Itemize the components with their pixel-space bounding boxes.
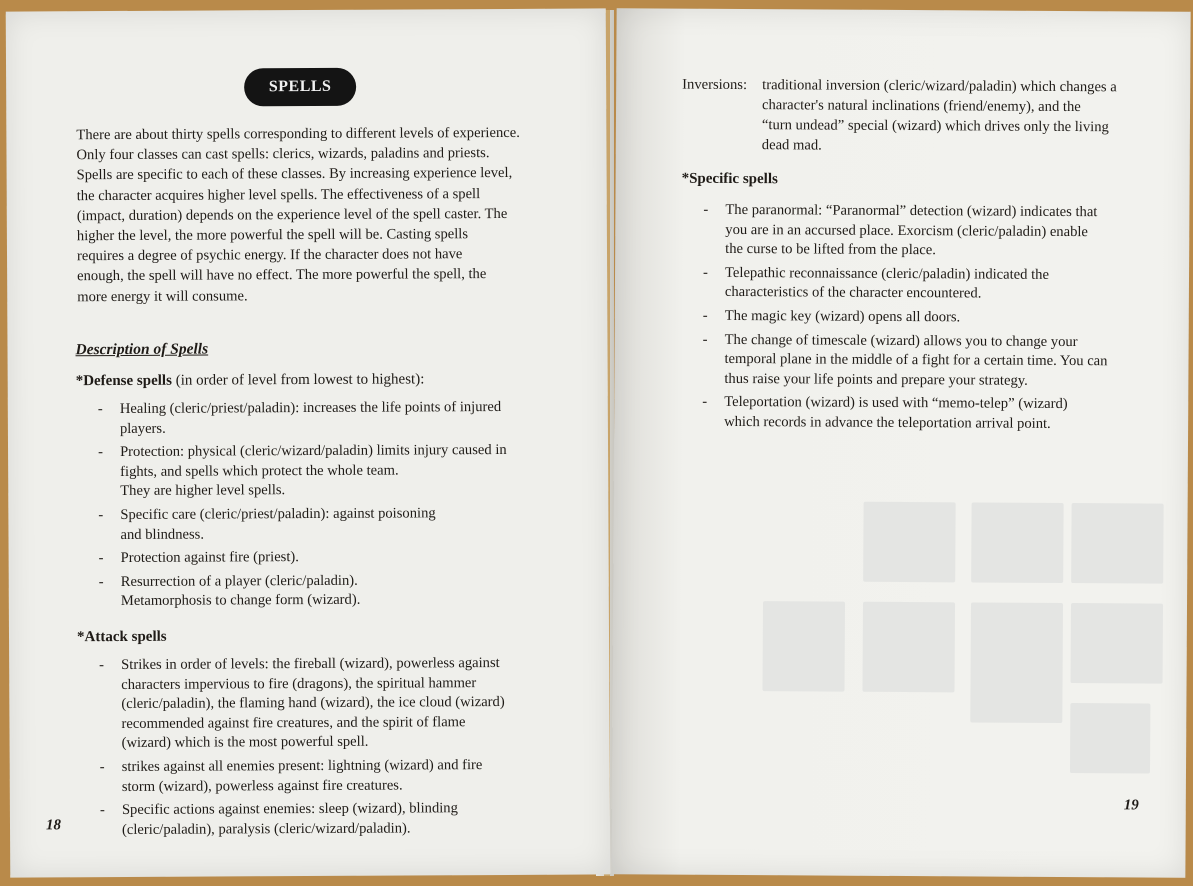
intro-paragraph (76, 123, 532, 307)
list-item (99, 571, 544, 613)
attack-spells-list (99, 654, 545, 845)
list-item-line: Protection: physical (cleric/wizard/paladin) limits injury caused in (120, 442, 507, 461)
bleed-through-image (1071, 603, 1163, 684)
intro-line: There are about thirty spells corresponding to different levels of experience. (76, 124, 520, 144)
list-item-line: Healing (cleric/priest/paladin): increases the life points of injured (119, 398, 502, 417)
defense-heading-rest: (in order of level from lowest to highest): (171, 371, 425, 389)
list-item-line: Metamorphosis to change form (wizard). (120, 592, 361, 610)
bullet-dash: - (702, 307, 708, 324)
list-item (703, 307, 1143, 329)
intro-line: more energy it will consume. (77, 287, 248, 305)
bullet-dash: - (99, 657, 105, 674)
list-item (100, 756, 545, 798)
list-item-line: recommended against fire creatures, and the spirit of flame (121, 713, 466, 732)
list-item (98, 398, 543, 440)
list-item (100, 799, 545, 841)
bleed-through-image (762, 601, 845, 691)
list-item-line: Resurrection of a player (cleric/paladin). (120, 572, 358, 590)
list-item (99, 654, 545, 754)
intro-line: the character acquires higher level spells. The effectiveness of a spell (76, 185, 481, 204)
bullet-dash: - (99, 802, 105, 819)
inversions-line: character's natural inclinations (friend/enemy), and the (762, 97, 1081, 116)
right-page (611, 8, 1190, 877)
bullet-dash: - (702, 331, 708, 348)
list-item (702, 393, 1142, 435)
inversions-line: dead mad. (761, 137, 822, 154)
list-item-line: the curse to be lifted from the place. (725, 241, 936, 259)
defense-spells-heading (76, 371, 425, 390)
attack-spells-heading (77, 629, 167, 646)
bullet-dash: - (702, 394, 708, 411)
list-item-line: (cleric/paladin), the flaming hand (wizard), the ice cloud (wizard) (121, 694, 505, 713)
page-title: SPELLS (244, 68, 356, 107)
list-item (703, 201, 1143, 262)
list-item-line: fights, and spells which protect the whole team. (120, 462, 399, 480)
bleed-through-image (970, 602, 1063, 723)
inversions-text (762, 75, 1132, 157)
list-item-line: thus raise your life points and prepare your strategy. (724, 370, 1028, 389)
intro-line: (impact, duration) depends on the experience level of the spell caster. The (76, 205, 508, 225)
bleed-through-image (863, 502, 955, 583)
inversions-line: traditional inversion (cleric/wizard/paladin) which changes a (762, 77, 1117, 96)
inversions-label: Inversions: (682, 76, 748, 94)
list-item-line: Protection against fire (priest). (120, 549, 299, 567)
list-item-line: players. (119, 420, 166, 437)
page-number-right: 19 (1123, 797, 1139, 814)
intro-line: Only four classes can cast spells: clerics, wizards, paladins and priests. (76, 145, 490, 164)
list-item (702, 330, 1142, 391)
defense-spells-list (98, 398, 544, 616)
inversions-line: “turn undead” special (wizard) which drives only the living (761, 117, 1109, 136)
list-item (99, 547, 544, 569)
list-item (703, 264, 1143, 306)
list-item-line: Telepathic reconnaissance (cleric/paladin) indicated the (724, 264, 1050, 283)
list-item-line: Specific care (cleric/priest/paladin): against poisoning (120, 505, 436, 523)
bullet-dash: - (98, 550, 104, 567)
list-item-line: you are in an accursed place. Exorcism (cleric/paladin) enable (725, 221, 1088, 240)
bullet-dash: - (702, 264, 708, 281)
section-heading-description: Description of Spells (75, 340, 209, 359)
list-item-line: The magic key (wizard) opens all doors. (724, 307, 961, 326)
list-item-line: which records in advance the teleportation arrival point. (724, 413, 1051, 432)
bleed-through-image (1071, 503, 1163, 584)
bullet-dash: - (97, 401, 103, 418)
bullet-dash: - (98, 507, 104, 524)
defense-heading-bold: *Defense spells (75, 372, 172, 390)
specific-spells-list (702, 201, 1143, 439)
attack-heading-label: *Attack spells (76, 628, 167, 646)
bullet-dash: - (703, 201, 709, 218)
bleed-through-image (971, 502, 1063, 583)
list-item-line: (cleric/paladin), paralysis (cleric/wizard/paladin). (121, 820, 411, 838)
list-item (98, 441, 543, 502)
specific-heading-label: *Specific spells (681, 170, 778, 188)
intro-line: requires a degree of psychic energy. If the character does not have (76, 246, 463, 265)
page-number-left: 18 (45, 817, 62, 834)
bullet-dash: - (98, 573, 104, 590)
list-item-line: The paranormal: “Paranormal” detection (wizard) indicates that (725, 201, 1098, 221)
list-item-line: temporal plane in the middle of a fight for a certain time. You can (724, 351, 1108, 370)
list-item-line: characters impervious to fire (dragons), the spiritual hammer (121, 674, 477, 693)
bleed-through-image (1070, 703, 1150, 773)
list-item (98, 504, 543, 546)
specific-spells-heading (682, 171, 778, 189)
list-item-line: (wizard) which is the most powerful spell. (121, 734, 369, 752)
intro-line: enough, the spell will have no effect. The more powerful the spell, the (77, 266, 487, 285)
list-item-line: strikes against all enemies present: lightning (wizard) and fire (121, 757, 483, 775)
list-item-line: storm (wizard), powerless against fire creatures. (121, 777, 403, 795)
bullet-dash: - (98, 444, 103, 461)
bleed-through-image (862, 602, 955, 693)
left-page (6, 8, 611, 877)
bullet-dash: - (99, 759, 105, 776)
list-item-line: Strikes in order of levels: the fireball (wizard), powerless against (121, 654, 500, 673)
list-item-line: characteristics of the character encountered. (724, 284, 982, 302)
list-item-line: Specific actions against enemies: sleep (wizard), blinding (121, 800, 458, 819)
list-item-line: They are higher level spells. (120, 482, 286, 500)
intro-line: higher the level, the more powerful the spell will be. Casting spells (76, 226, 469, 245)
list-item-line: Teleportation (wizard) is used with “memo-telep” (wizard) (724, 394, 1068, 413)
intro-line: Spells are specific to each of these classes. By increasing experience level, (76, 165, 513, 184)
list-item-line: The change of timescale (wizard) allows you to change your (724, 331, 1078, 350)
list-item-line: and blindness. (120, 526, 205, 543)
